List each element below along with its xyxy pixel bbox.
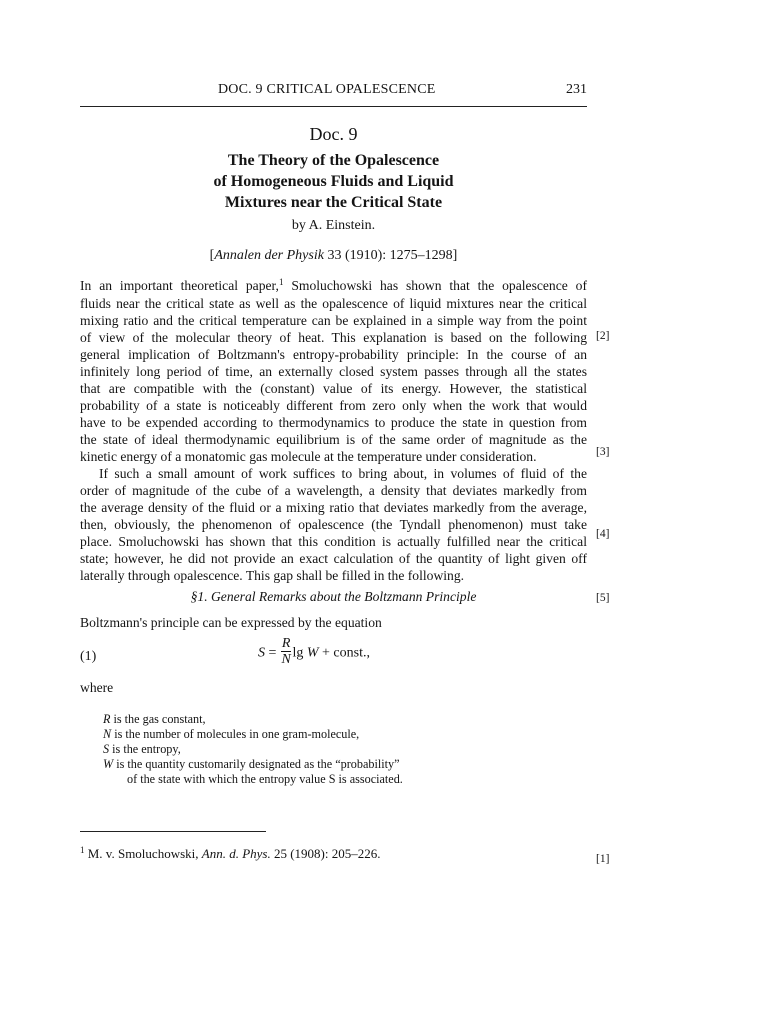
- equation: [258, 638, 370, 678]
- fraction-denominator: N: [281, 652, 291, 667]
- body-line: state; however, he did not provide an exact calculation of the quantity of light given off: [80, 551, 587, 566]
- body-line: have to be expended according to thermodynamics to produce the state in question from: [80, 415, 587, 430]
- equation-var: W: [303, 645, 319, 661]
- title-line: Mixtures near the Critical State: [224, 194, 443, 211]
- fraction-numerator: R: [281, 636, 291, 651]
- margin-note: [1]: [596, 853, 610, 865]
- body-line: mixing ratio and the critical temperature can be explained in a simple way from the point: [80, 313, 587, 328]
- body-line: the state of ideal thermodynamic equilibrium is of the same order of magnitude as the: [80, 432, 587, 447]
- citation-details: 33 (1910): 1275–1298]: [323, 248, 458, 263]
- definition-item: N is the number of molecules in one gram-molecule,: [103, 727, 360, 741]
- body-line: probability of a state is noticeably different from zero only when the work that would: [80, 398, 587, 413]
- citation: [80, 248, 587, 264]
- definition-item: R is the gas constant,: [103, 712, 206, 726]
- footnote: $^1$ M. v. Smoluchowski, Ann. d. Phys. 25 (1908): 205–226.: [80, 845, 381, 861]
- equation-fraction: [281, 636, 292, 667]
- doc-label: Doc. 9: [309, 124, 358, 144]
- footnote-journal: Ann. d. Phys.: [201, 846, 271, 861]
- footnote-marker: 1: [80, 845, 85, 855]
- page-number: 231: [566, 82, 587, 97]
- equation-tail: + const.,: [318, 645, 370, 661]
- header-rule: [80, 106, 587, 107]
- citation-open: [: [209, 248, 215, 263]
- citation-journal: Annalen der Physik: [214, 248, 324, 263]
- body-line: If such a small amount of work suffices to bring about, in volumes of fluid of the: [99, 466, 587, 481]
- margin-note: [3]: [596, 446, 610, 458]
- body-line: place. Smoluchowski has shown that this condition is actually fulfilled near the critical: [80, 534, 587, 549]
- margin-note: [4]: [596, 528, 610, 540]
- doc-title: [80, 150, 587, 213]
- title-line: The Theory of the Opalescence: [227, 152, 440, 169]
- body-line: then, obviously, the phenomenon of opalescence (the Tyndall phenomenon) must take: [80, 517, 587, 532]
- equation-label: (1): [80, 649, 97, 664]
- definition-item: of the state with which the entropy value S is associated.: [127, 772, 403, 786]
- equation-equals: =: [265, 645, 280, 661]
- margin-note: [2]: [596, 330, 610, 342]
- margin-note: [5]: [596, 592, 610, 604]
- body-line: fluids near the critical state as well as the opalescence of liquid mixtures near the critical: [80, 296, 587, 311]
- definition-item: S is the entropy,: [103, 742, 181, 756]
- body-line: general implication of Boltzmann's entropy-probability principle: In the course of an: [80, 347, 587, 362]
- section-intro: Boltzmann's principle can be expressed by the equation: [80, 615, 382, 630]
- definition-item: W is the quantity customarily designated as the “probability”: [103, 757, 400, 771]
- byline: by A. Einstein.: [291, 218, 376, 233]
- body-line: order of magnitude of the cube of a wavelength, a density that deviates markedly from: [80, 483, 587, 498]
- body-line: of view of the molecular theory of heat. This explanation is based on the following: [80, 330, 587, 345]
- footnote-ref: 1: [278, 277, 284, 287]
- running-head: [80, 82, 587, 102]
- body-line: infinitely long period of time, an externally closed system passes through all the states: [80, 364, 587, 379]
- definition-list: [103, 712, 523, 787]
- title-line: of Homogeneous Fluids and Liquid: [213, 173, 454, 190]
- equation-lhs: S: [258, 645, 265, 661]
- where-label: where: [80, 680, 114, 695]
- body-line: laterally through opalescence. This gap shall be filled in the following.: [80, 568, 465, 583]
- equation-log: lg: [292, 645, 304, 661]
- body-line: that are compatible with the (constant) value of its energy. However, the statistical: [80, 381, 587, 396]
- footnote-rule: [80, 831, 266, 832]
- body-line: kinetic energy of a monatomic gas molecule at the temperature under consideration.: [80, 449, 537, 464]
- body-line: the average density of the fluid or a mixing ratio that deviates markedly from the average,: [80, 500, 587, 515]
- section-heading: §1. General Remarks about the Boltzmann Principle: [190, 589, 477, 604]
- running-title: DOC. 9 CRITICAL OPALESCENCE: [218, 82, 436, 97]
- body-line: In an important theoretical paper,$^1$ Smoluchowski has shown that the opalescence of: [80, 277, 587, 293]
